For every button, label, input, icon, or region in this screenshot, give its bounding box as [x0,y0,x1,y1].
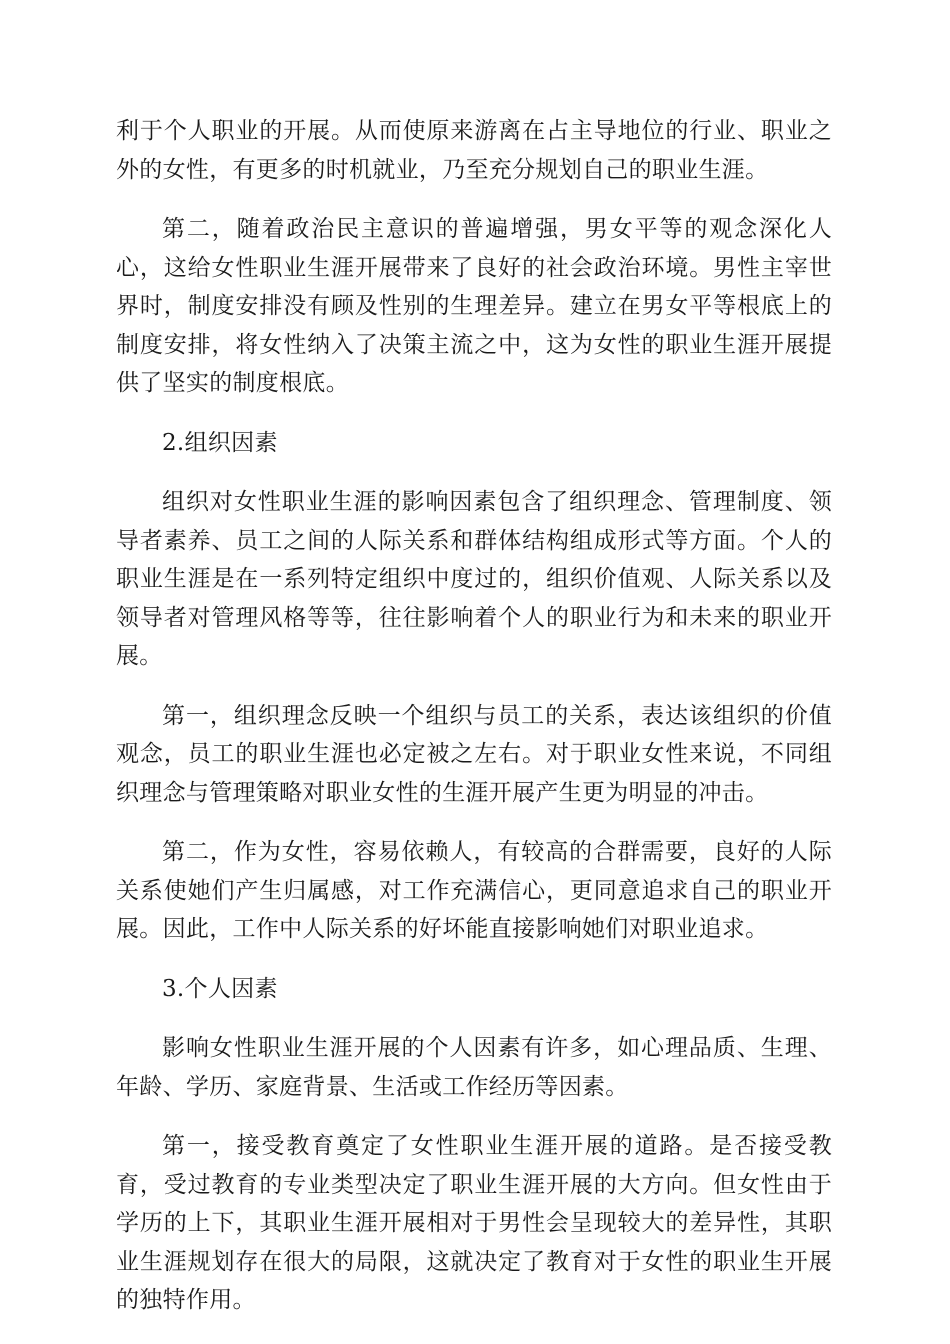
section-heading-organizational-factors: 2.组织因素 [162,429,278,456]
paragraph-education: 第一，接受教育奠定了女性职业生涯开展的道路。是否接受教育，受过教育的专业类型决定了职业生涯开展的大方向。但女性由于学历的上下，其职业生涯开展相对于男性会呈现较大的差异性，其职业生涯规划存在很大的局限，这就决定了教育对于女性的职业生开展的独特作用。 [116,1133,832,1313]
paragraph-organizational-factors: 组织对女性职业生涯的影响因素包含了组织理念、管理制度、领导者素养、员工之间的人际关系和群体结构组成形式等方面。个人的职业生涯是在一系列特定组织中度过的，组织价值观、人际关系以及领导者对管理风格等等，往往影响着个人的职业行为和未来的职业开展。 [116,489,832,669]
paragraph-continuation: 利于个人职业的开展。从而使原来游离在占主导地位的行业、职业之外的女性，有更多的时机就业，乃至充分规划自己的职业生涯。 [116,118,832,183]
paragraph-interpersonal-relations: 第二，作为女性，容易依赖人，有较高的合群需要，良好的人际关系使她们产生归属感，对工作充满信心，更同意追求自己的职业开展。因此，工作中人际关系的好坏能直接影响她们对职业追求。 [116,839,832,942]
section-heading-personal-factors: 3.个人因素 [162,975,278,1002]
paragraph-organizational-philosophy: 第一，组织理念反映一个组织与员工的关系，表达该组织的价值观念，员工的职业生涯也必定被之左右。对于职业女性来说，不同组织理念与管理策略对职业女性的生涯开展产生更为明显的冲击。 [116,702,832,806]
paragraph-personal-factors: 影响女性职业生涯开展的个人因素有许多，如心理品质、生理、年龄、学历、家庭背景、生活或工作经历等因素。 [116,1035,832,1100]
paragraph-political-environment: 第二，随着政治民主意识的普遍增强，男女平等的观念深化人心，这给女性职业生涯开展带来了良好的社会政治环境。男性主宰世界时，制度安排没有顾及性别的生理差异。建立在男女平等根底上的制度安排，将女性纳入了决策主流之中，这为女性的职业生涯开展提供了坚实的制度根底。 [116,216,832,396]
document-body [116,112,832,1341]
